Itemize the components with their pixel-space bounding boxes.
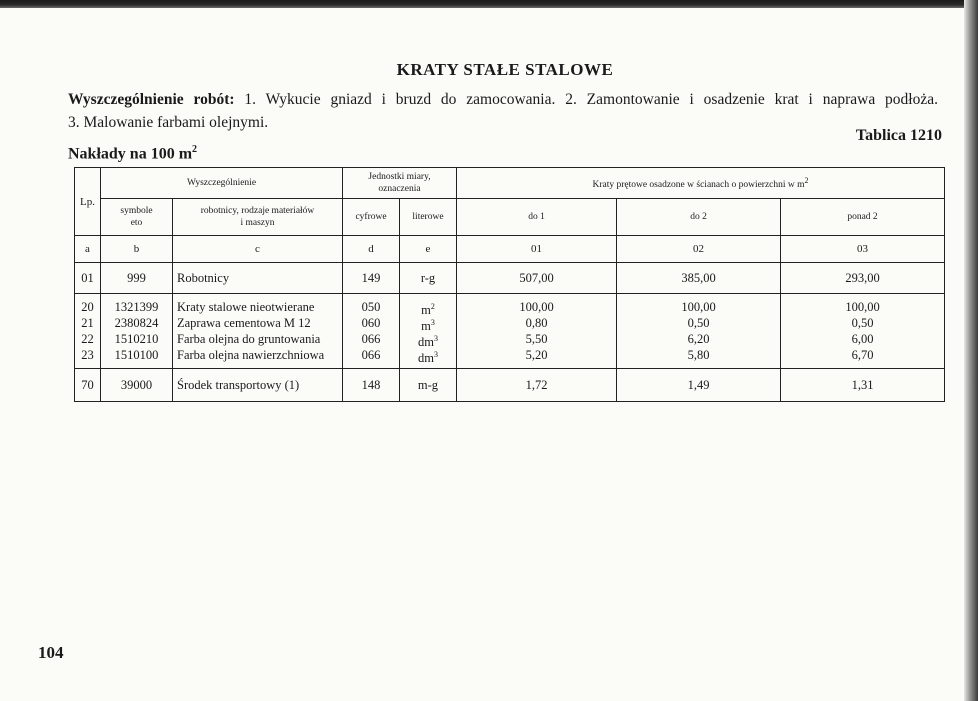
header-robotnicy <box>173 199 343 236</box>
unit-exp: 2 <box>430 302 435 311</box>
scope-of-work <box>68 90 938 110</box>
header-row-1 <box>75 168 945 199</box>
materials-v3-1: 100,00 <box>845 300 880 314</box>
unit-exp: 3 <box>433 350 438 359</box>
row70-lp: 70 <box>75 369 101 402</box>
unit-base: m <box>421 303 431 318</box>
header-jednostki <box>343 168 457 199</box>
row70-literowe: m-g <box>400 369 457 402</box>
row70-symbol: 39000 <box>101 369 173 402</box>
row01-name: Robotnicy <box>173 263 343 294</box>
materials-v3-3: 6,00 <box>851 332 874 346</box>
header-kraty-sup: 2 <box>804 175 809 185</box>
materials-lp-22: 22 <box>81 332 94 346</box>
row01-cyfrowe: 149 <box>343 263 400 294</box>
unit-exp: 3 <box>430 318 435 327</box>
col-code-01: 01 <box>457 236 617 263</box>
materials-name-4: Farba olejna nawierzchniowa <box>177 348 325 362</box>
row70-cyfrowe: 148 <box>343 369 400 402</box>
scope-line-1: 1. Wykucie gniazd i bruzd do zamocowania. 2. Zamontowanie i osadzenie krat i naprawa podłoża. <box>244 91 938 108</box>
materials-cyfrowe-4: 066 <box>361 348 381 362</box>
materials-v1 <box>457 294 617 369</box>
materials-literowe <box>400 294 457 369</box>
materials-lp-21: 21 <box>81 316 94 330</box>
materials-literowe-1 <box>400 299 456 318</box>
row01-v3: 293,00 <box>781 263 945 294</box>
scope-label: Wyszczególnienie robót: <box>68 91 235 108</box>
table-row-70 <box>75 369 945 402</box>
header-lp: Lp. <box>75 168 101 236</box>
materials-v1-4: 5,20 <box>525 348 548 362</box>
norm-table <box>74 167 945 402</box>
header-symbole <box>101 199 173 236</box>
row70-name: Środek transportowy (1) <box>173 369 343 402</box>
materials-literowe-4 <box>400 347 456 366</box>
header-symbole-line1: symbole <box>120 206 153 216</box>
header-row-2 <box>75 199 945 236</box>
row01-v2: 385,00 <box>617 263 781 294</box>
materials-cyfrowe-3: 066 <box>361 332 381 346</box>
materials-v2-1: 100,00 <box>681 300 716 314</box>
scan-right-edge <box>964 0 978 701</box>
materials-v3-4: 6,70 <box>851 348 874 362</box>
row01-literowe: r-g <box>400 263 457 294</box>
materials-symbol-3: 1510210 <box>114 332 159 346</box>
unit-base: dm <box>418 335 434 350</box>
row01-symbol: 999 <box>101 263 173 294</box>
row01-lp: 01 <box>75 263 101 294</box>
materials-v2-2: 0,50 <box>687 316 710 330</box>
row70-v2: 1,49 <box>617 369 781 402</box>
materials-v2-3: 6,20 <box>687 332 710 346</box>
row01-v1: 507,00 <box>457 263 617 294</box>
column-letters-row <box>75 236 945 263</box>
materials-name-1: Kraty stalowe nieotwierane <box>177 300 315 314</box>
materials-lp-23: 23 <box>81 348 94 362</box>
table-reference: Tablica 1210 <box>855 127 942 144</box>
unit-base: m <box>421 319 431 334</box>
materials-v1-1: 100,00 <box>519 300 554 314</box>
materials-cyfrowe <box>343 294 400 369</box>
header-robotnicy-line2: i maszyn <box>240 218 275 228</box>
header-wyszczegolnienie: Wyszczególnienie <box>101 168 343 199</box>
col-code-03: 03 <box>781 236 945 263</box>
materials-lp <box>75 294 101 369</box>
materials-symbol-1: 1321399 <box>114 300 159 314</box>
page-number: 104 <box>38 643 64 662</box>
materials-v3 <box>781 294 945 369</box>
materials-symbol <box>101 294 173 369</box>
page-title: KRATY STAŁE STALOWE <box>396 60 614 79</box>
header-jednostki-line2: oznaczenia <box>378 184 421 194</box>
header-cyfrowe: cyfrowe <box>343 199 400 236</box>
materials-v1-3: 5,50 <box>525 332 548 346</box>
col-letter-a: a <box>75 236 101 263</box>
norm-basis <box>68 144 197 163</box>
materials-literowe-3 <box>400 331 456 350</box>
materials-symbol-4: 1510100 <box>114 348 159 362</box>
header-symbole-line2: eto <box>130 218 143 228</box>
materials-symbol-2: 2380824 <box>114 316 159 330</box>
header-kraty-text: Kraty prętowe osadzone w ścianach o powierzchni w m <box>592 180 805 191</box>
scan-top-edge <box>0 0 978 8</box>
materials-v2 <box>617 294 781 369</box>
header-do2: do 2 <box>617 199 781 236</box>
materials-v3-2: 0,50 <box>851 316 874 330</box>
materials-cyfrowe-2: 060 <box>361 316 381 330</box>
materials-name <box>173 294 343 369</box>
header-jednostki-line1: Jednostki miary, <box>368 172 431 182</box>
unit-base: dm <box>418 351 434 366</box>
row70-v3: 1,31 <box>781 369 945 402</box>
materials-lp-20: 20 <box>81 300 94 314</box>
header-robotnicy-line1: robotnicy, rodzaje materiałów <box>200 206 315 216</box>
col-code-02: 02 <box>617 236 781 263</box>
col-letter-e: e <box>400 236 457 263</box>
materials-v1-2: 0,80 <box>525 316 548 330</box>
materials-cyfrowe-1: 050 <box>361 300 381 314</box>
row70-v1: 1,72 <box>457 369 617 402</box>
table-row-materials <box>75 294 945 369</box>
norm-basis-text: Nakłady na 100 m <box>68 145 193 163</box>
table-row-01 <box>75 263 945 294</box>
materials-name-2: Zaprawa cementowa M 12 <box>177 316 311 330</box>
col-letter-c: c <box>173 236 343 263</box>
col-letter-d: d <box>343 236 400 263</box>
unit-exp: 3 <box>433 334 438 343</box>
materials-v2-4: 5,80 <box>687 348 710 362</box>
materials-name-3: Farba olejna do gruntowania <box>177 332 321 346</box>
col-letter-b: b <box>101 236 173 263</box>
header-ponad2: ponad 2 <box>781 199 945 236</box>
norm-basis-sup: 2 <box>192 144 198 155</box>
scope-line-2: 3. Malowanie farbami olejnymi. <box>68 114 269 131</box>
header-literowe: literowe <box>400 199 457 236</box>
header-do1: do 1 <box>457 199 617 236</box>
header-kraty <box>457 168 945 199</box>
materials-literowe-2 <box>400 315 456 334</box>
